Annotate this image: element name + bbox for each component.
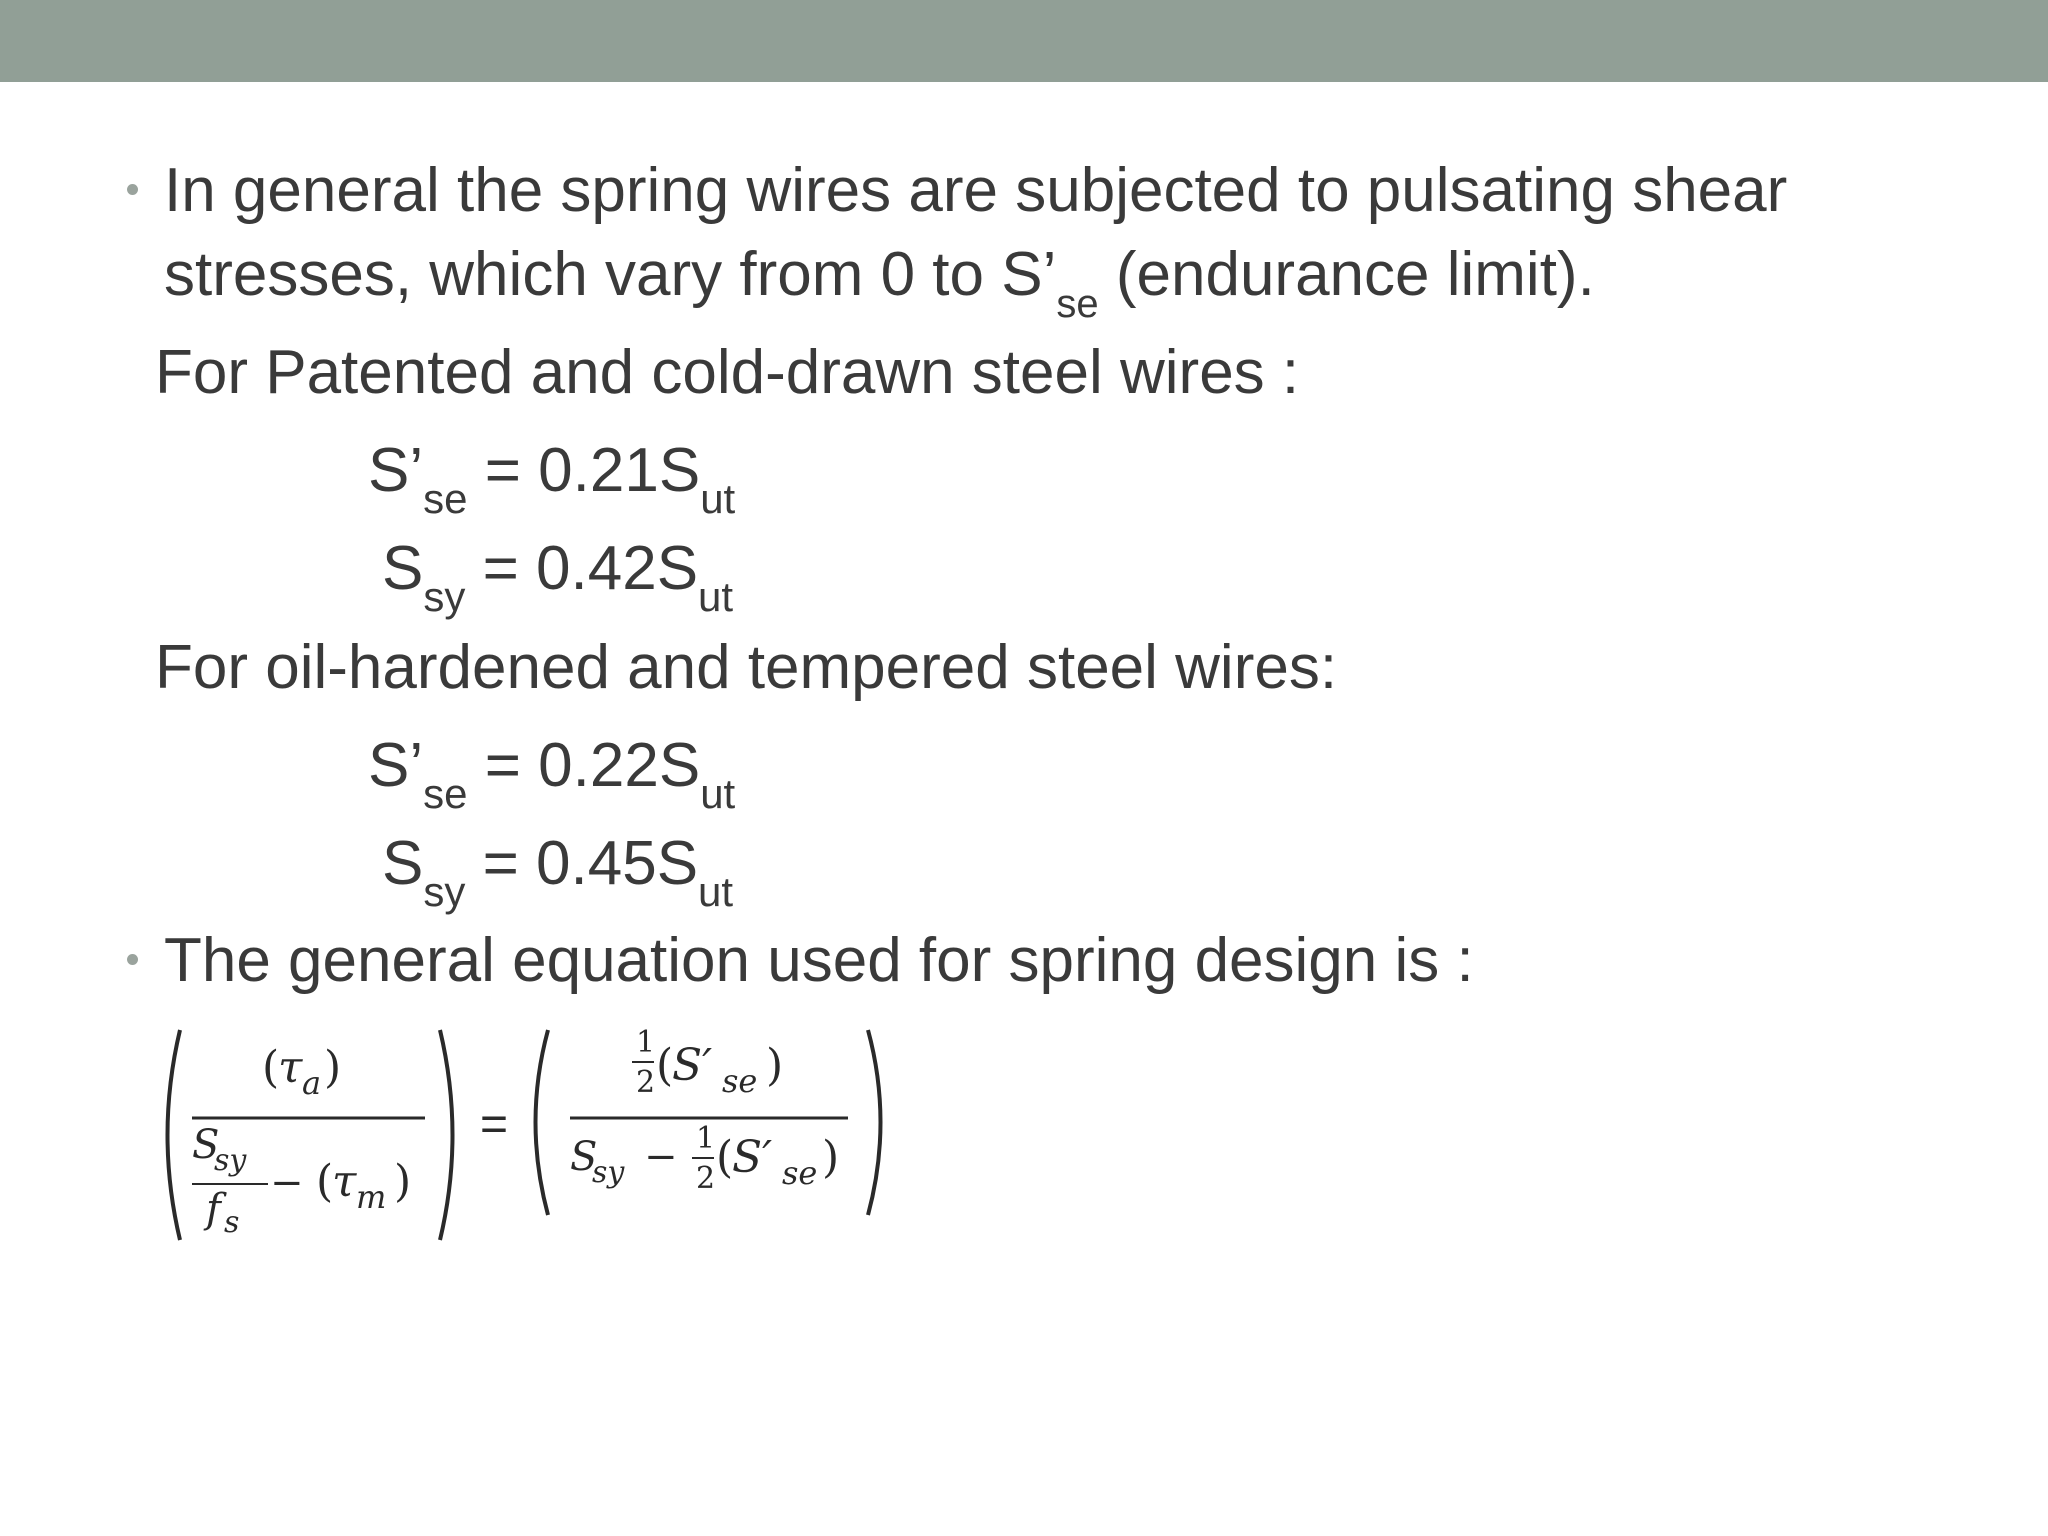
paren: ( (716, 1132, 734, 1183)
minus-sign: − (270, 1160, 304, 1206)
left-paren-close (440, 1030, 453, 1240)
heading-patented-text: For Patented and cold-drawn steel wires : (155, 338, 1300, 407)
left-paren-open (168, 1030, 181, 1240)
eq1-lhs-sub: se (423, 475, 468, 522)
s-symbol: S (570, 1134, 598, 1180)
right-paren-close (868, 1030, 881, 1215)
eq4-lhs: S (382, 829, 424, 898)
right-paren-open (536, 1030, 549, 1215)
sy-sub: sy (214, 1143, 247, 1178)
bullet-1-text-2-pre: stresses, which vary from 0 to S’ (164, 240, 1057, 309)
fs-sub: s (224, 1205, 240, 1240)
eq3-rhs: = 0.22S (467, 731, 701, 800)
s-symbol: S (192, 1122, 220, 1168)
s-prime: S′ (672, 1040, 713, 1091)
heading-oil (155, 633, 1338, 702)
equation-4 (382, 829, 734, 915)
bullet-dot (127, 954, 138, 965)
eq1-lhs: S’ (368, 436, 424, 505)
paren: ( (316, 1156, 334, 1207)
bullet-2 (164, 926, 1474, 995)
f-symbol: f (206, 1186, 221, 1232)
paren: ) (822, 1132, 840, 1183)
tau-a: τ (278, 1042, 303, 1093)
equals-sign: = (480, 1098, 509, 1151)
equation-2 (382, 534, 734, 620)
equation-3 (368, 731, 736, 817)
bullet-1-text-2-post: (endurance limit). (1098, 240, 1595, 309)
formula-svg (150, 1010, 910, 1260)
eq1-rhs: = 0.21S (467, 436, 701, 505)
paren: ) (766, 1040, 784, 1091)
heading-oil-text: For oil-hardened and tempered steel wires: (155, 633, 1338, 702)
eq1-rhs-sub: ut (700, 475, 736, 522)
bullet-dot (127, 184, 138, 195)
tau-m: τ (332, 1156, 357, 1207)
paren: ) (394, 1156, 412, 1207)
eq3-lhs: S’ (368, 731, 424, 800)
heading-patented (155, 338, 1300, 407)
eq4-rhs-sub: ut (698, 868, 734, 915)
equation-1 (368, 436, 736, 522)
eq3-lhs-sub: se (423, 770, 468, 817)
eq2-rhs-sub: ut (698, 573, 734, 620)
bullet-1-line-1 (164, 156, 1788, 225)
paren: ( (262, 1042, 280, 1093)
s-prime-sub: se (782, 1154, 818, 1192)
s-prime: S′ (732, 1132, 773, 1183)
eq4-lhs-sub: sy (423, 868, 466, 915)
bullet-1-line-2 (164, 240, 1595, 326)
eq2-rhs: = 0.42S (465, 534, 699, 603)
sy-sub: sy (592, 1155, 625, 1190)
eq2-lhs-sub: sy (423, 573, 466, 620)
half-denominator: 2 (696, 1161, 716, 1196)
endurance-subscript: se (1056, 282, 1099, 326)
paren: ( (656, 1040, 674, 1091)
spring-design-formula (150, 1010, 910, 1260)
half-numerator: 1 (636, 1025, 656, 1060)
minus-sign: − (644, 1134, 678, 1180)
s-prime-sub: se (722, 1062, 758, 1100)
bullet-2-text: The general equation used for spring design is : (164, 926, 1474, 995)
eq4-rhs: = 0.45S (465, 829, 699, 898)
paren: ) (324, 1042, 342, 1093)
tau-m-sub: m (356, 1178, 387, 1216)
half-numerator: 1 (696, 1121, 716, 1156)
tau-a-sub: a (302, 1064, 322, 1102)
eq3-rhs-sub: ut (700, 770, 736, 817)
half-denominator: 2 (636, 1065, 656, 1100)
eq2-lhs: S (382, 534, 424, 603)
bullet-1-text-1: In general the spring wires are subjected to pulsating shear (164, 156, 1788, 225)
